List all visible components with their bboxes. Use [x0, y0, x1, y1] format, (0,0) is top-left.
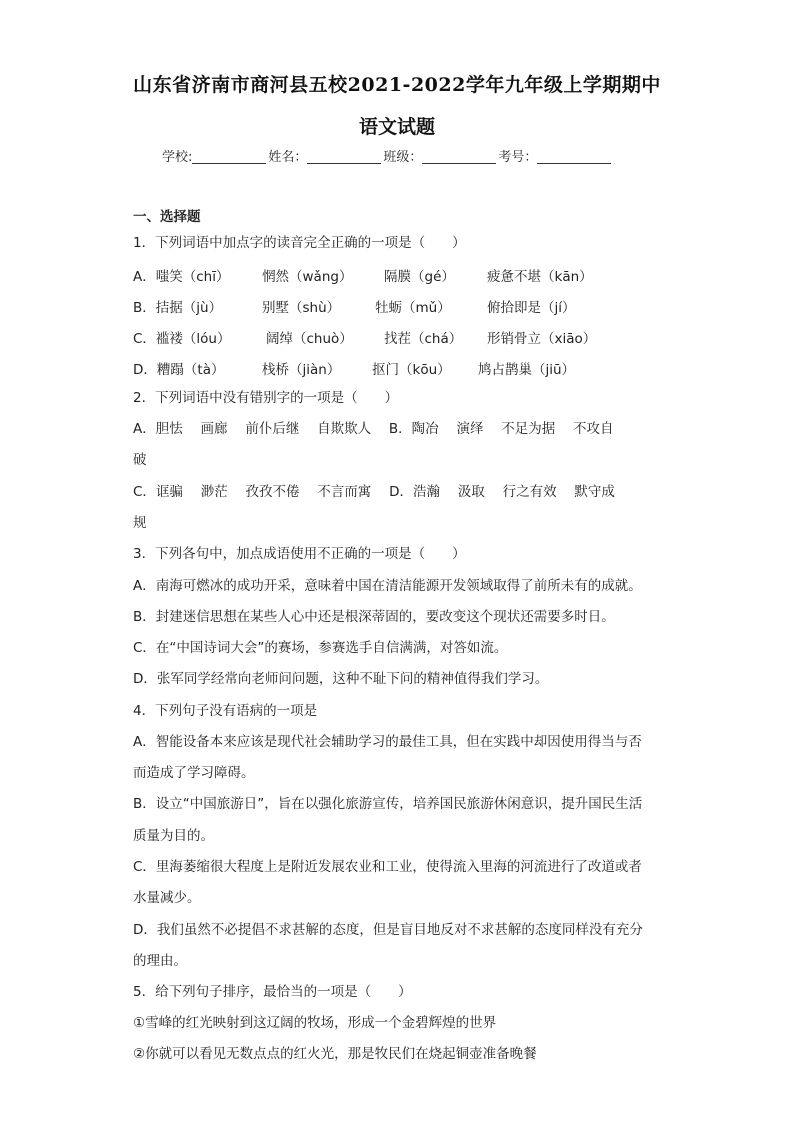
section-heading: 一、选择题 — [133, 209, 201, 225]
name-label: 姓名： — [268, 150, 308, 165]
q4-option-b-line2: 质量为目的。 — [133, 828, 214, 844]
q3-option-b: B．封建迷信思想在某些人心中还是根深蒂固的，要改变这个现状还需要多时日。 — [133, 609, 615, 625]
q4-option-a-line2: 而造成了学习障碍。 — [133, 765, 255, 781]
q2-options-ab-wrap: 破 — [133, 452, 147, 468]
school-blank[interactable] — [192, 150, 266, 164]
q4-option-c-line1: C．里海萎缩很大程度上是附近发展农业和工业，使得流入里海的河流进行了改道或者 — [133, 859, 642, 875]
q1-d-1: D．糟蹋（tà） — [133, 362, 225, 378]
class-blank[interactable] — [422, 150, 496, 164]
number-blank[interactable] — [537, 150, 611, 164]
q4-option-d-line2: 的理由。 — [133, 953, 187, 969]
exam-title: 山东省济南市商河县五校2021-2022学年九年级上学期期中 — [133, 74, 661, 96]
q5-sentence-1: ①雪峰的红光映射到这辽阔的牧场，形成一个金碧辉煌的世界 — [133, 1015, 497, 1031]
q4-option-c-line2: 水量减少。 — [133, 890, 201, 906]
q3-option-d: D．张军同学经常向老师问问题，这种不耻下问的精神值得我们学习。 — [133, 671, 549, 687]
q1-d-3: 抠门（kōu） — [372, 362, 451, 378]
q5-stem: 5．给下列句子排序，最恰当的一项是（ ） — [133, 984, 412, 1000]
q1-a-1: A．嗤笑（chī） — [133, 269, 230, 285]
q1-b-2: 别墅（shù） — [262, 300, 341, 316]
q2-options-cd: C．诓骗 渺茫 孜孜不倦 不言而寓 D．浩瀚 汲取 行之有效 默守成 — [133, 484, 615, 500]
student-info-line — [162, 146, 613, 165]
exam-subtitle: 语文试题 — [358, 116, 435, 138]
q4-option-b-line1: B．设立“中国旅游日”，旨在以强化旅游宣传，培养国民旅游休闲意识，提升国民生活 — [133, 796, 643, 812]
number-label: 考号： — [498, 150, 538, 165]
q1-a-3: 隔膜（gé） — [384, 269, 455, 285]
q1-b-1: B．拮据（jù） — [133, 300, 223, 316]
q5-sentence-2: ②你就可以看见无数点点的红火光，那是牧民们在烧起铜壶准备晚餐 — [133, 1046, 537, 1062]
q4-option-d-line1: D．我们虽然不必提倡不求甚解的态度，但是盲目地反对不求甚解的态度同样没有充分 — [133, 922, 643, 938]
q1-d-2: 栈桥（jiàn） — [262, 362, 341, 378]
q1-c-4: 形销骨立（xiāo） — [487, 331, 597, 347]
q1-a-4: 疲惫不堪（kān） — [487, 269, 593, 285]
q1-c-1: C．褴褛（lóu） — [133, 331, 231, 347]
q1-c-2: 阔绰（chuò） — [266, 331, 353, 347]
q4-stem: 4．下列句子没有语病的一项是 — [133, 703, 318, 719]
q3-stem: 3．下列各句中，加点成语使用不正确的一项是（ ） — [133, 546, 466, 562]
q4-option-a-line1: A．智能设备本来应该是现代社会辅助学习的最佳工具，但在实践中却因使用得当与否 — [133, 734, 642, 750]
q2-stem: 2．下列词语中没有错别字的一项是（ ） — [133, 390, 399, 406]
q1-a-2: 惘然（wǎng） — [262, 269, 353, 285]
q2-options-cd-wrap: 规 — [133, 515, 147, 531]
class-label: 班级： — [383, 150, 423, 165]
q1-stem: 1．下列词语中加点字的读音完全正确的一项是（ ） — [133, 235, 466, 251]
q1-b-3: 牡蛎（mǔ） — [375, 300, 451, 316]
q3-option-a: A．南海可燃冰的成功开采，意味着中国在清洁能源开发领域取得了前所未有的成就。 — [133, 578, 642, 594]
q2-options-ab: A．胆怯 画廊 前仆后继 自欺欺人 B．陶冶 演绎 不足为据 不攻自 — [133, 421, 614, 437]
q3-option-c: C．在“中国诗词大会”的赛场，参赛选手自信满满，对答如流。 — [133, 640, 508, 656]
name-blank[interactable] — [307, 150, 381, 164]
q1-b-4: 俯拾即是（jí） — [487, 300, 576, 316]
q1-c-3: 找茬（chá） — [384, 331, 463, 347]
school-label: 学校: — [162, 150, 193, 165]
q1-d-4: 鸠占鹊巢（jiū） — [478, 362, 576, 378]
